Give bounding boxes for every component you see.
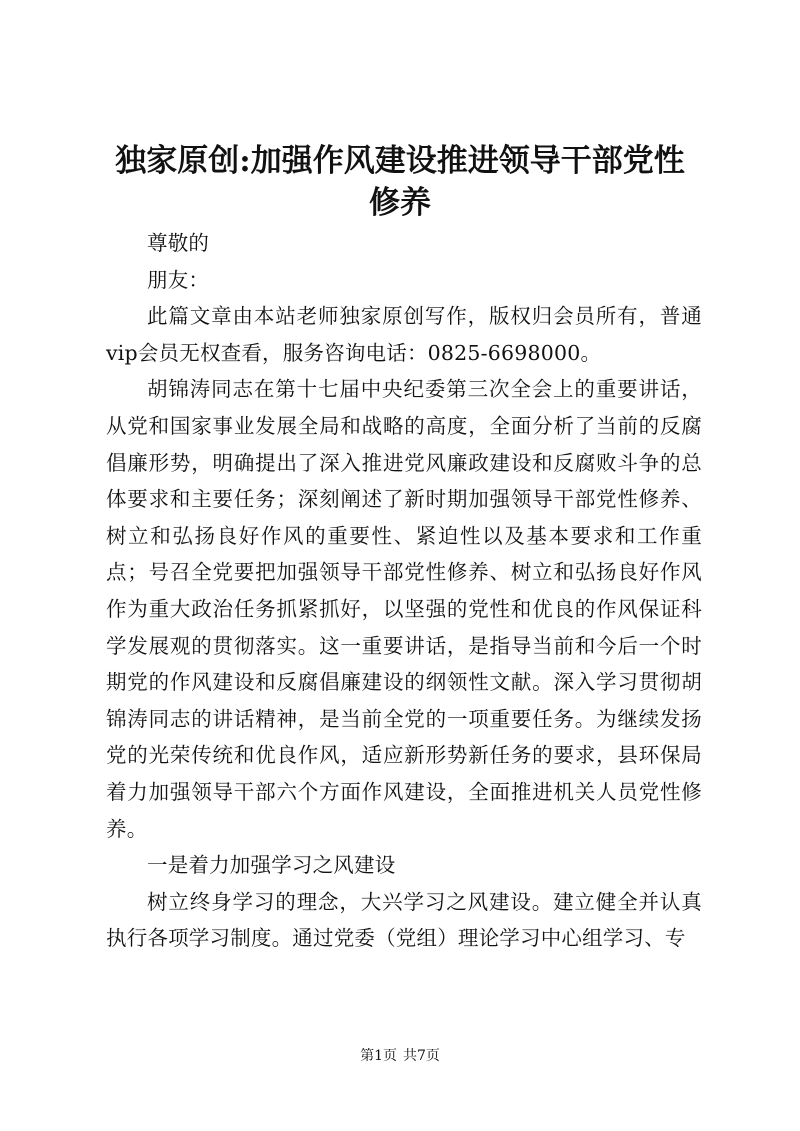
section-heading: 一是着力加强学习之风建设 <box>147 853 396 878</box>
body-paragraph: 胡锦涛同志在第十七届中央纪委第三次全会上的重要讲话，从党和国家事业发展全局和战略的高度，全面分析了当前的反腐倡廉形势，明确提出了深入推进党风廉政建设和反腐败斗争的总体要求和主要任务；深刻阐述了新时期加强领导干部党性修养、树立和弘扬良好作风的重要性、紧迫性以及基本要求和工作重点；号召全党要把加强领导干部党性修养、树立和弘扬良好作风作为重大政治任务抓紧抓好，以坚强的党性和优良的作风保证科学发展观的贯彻落实。这一重要讲话，是指导当前和今后一个时期党的作风建设和反腐倡廉建设的纲领性文献。深入学习贯彻胡锦涛同志的讲话精神，是当前全党的一项重要任务。为继续发扬党的光荣传统和优良作风，适应新形势新任务的要求，县环保局着力加强领导干部六个方面作风建设，全面推进机关人员党性修养。 <box>106 377 702 841</box>
page-footer <box>0 1046 800 1066</box>
copyright-notice-paragraph: 此篇文章由本站老师独家原创写作，版权归会员所有，普通vip会员无权查看，服务咨询电话：0825-6698000。 <box>106 304 702 365</box>
salutation-line-2: 朋友： <box>147 267 210 292</box>
body-paragraph: 树立终身学习的理念，大兴学习之风建设。建立健全并认真执行各项学习制度。通过党委（党组）理论学习中心组学习、专 <box>106 889 702 951</box>
page-number: 第1页 <box>360 1048 397 1064</box>
page-total: 共7页 <box>403 1048 440 1064</box>
document-body <box>106 225 702 957</box>
document-title: 独家原创:加强作风建设推进领导干部党性修养 <box>115 143 685 221</box>
salutation-line-1: 尊敬的 <box>147 231 210 255</box>
